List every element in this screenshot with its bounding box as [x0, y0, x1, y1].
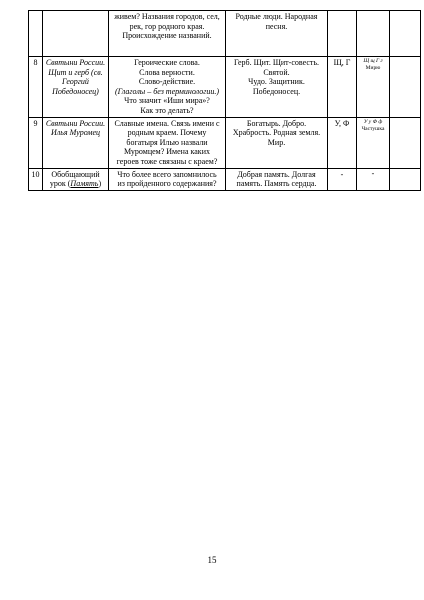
table-row	[29, 168, 421, 190]
lesson-extra: -	[357, 168, 390, 190]
lesson-number: 9	[29, 117, 43, 168]
lesson-words: Добрая память. Долгая память. Память сердца.	[226, 168, 328, 190]
lesson-content: Славные имена. Связь имени с родным краем. Почему богатыря Илью назвали Муромцем? Имена каких героев тоже связаны с краем?	[109, 117, 226, 168]
lesson-words: Богатырь. Добро. Храбрость. Родная земля. Мир.	[226, 117, 328, 168]
lesson-theme: Святыни России. Щит и герб (св. Георгий Победоносец)	[43, 57, 109, 118]
lesson-number: 10	[29, 168, 43, 190]
lesson-extra: У у Ф ф Частушка	[357, 117, 390, 168]
lesson-content: живем? Названия городов, сел, рек, гор родного края. Происхождение названий.	[109, 11, 226, 57]
lesson-words: Родные люди. Народная песня.	[226, 11, 328, 57]
lesson-letters: У, Ф	[328, 117, 357, 168]
lesson-content: Героические слова. Слова верности. Слово-действие. (Глаголы – без терминологии.) Что значит «Иши мира»? Как это делать?	[109, 57, 226, 118]
lesson-content: Что более всего запомнилось из пройденного содержания?	[109, 168, 226, 190]
lesson-letters: -	[328, 168, 357, 190]
lesson-plan-table	[28, 10, 421, 191]
lesson-notes	[390, 57, 421, 118]
lesson-number: 8	[29, 57, 43, 118]
table-row	[29, 11, 421, 57]
lesson-notes	[390, 117, 421, 168]
lesson-number	[29, 11, 43, 57]
lesson-theme: Святыни России. Илья Муромец	[43, 117, 109, 168]
lesson-notes	[390, 11, 421, 57]
page-number: 15	[207, 555, 217, 565]
lesson-extra: Щ щ Г г Мирю	[357, 57, 390, 118]
table-row	[29, 117, 421, 168]
lesson-theme: Обобщающий урок (Память)	[43, 168, 109, 190]
lesson-letters: Щ, Г	[328, 57, 357, 118]
lesson-letters	[328, 11, 357, 57]
lesson-words: Герб. Щит. Щит-совесть. Святой. Чудо. Защитник. Победоносец.	[226, 57, 328, 118]
lesson-notes	[390, 168, 421, 190]
lesson-theme	[43, 11, 109, 57]
table-row	[29, 57, 421, 118]
lesson-extra	[357, 11, 390, 57]
